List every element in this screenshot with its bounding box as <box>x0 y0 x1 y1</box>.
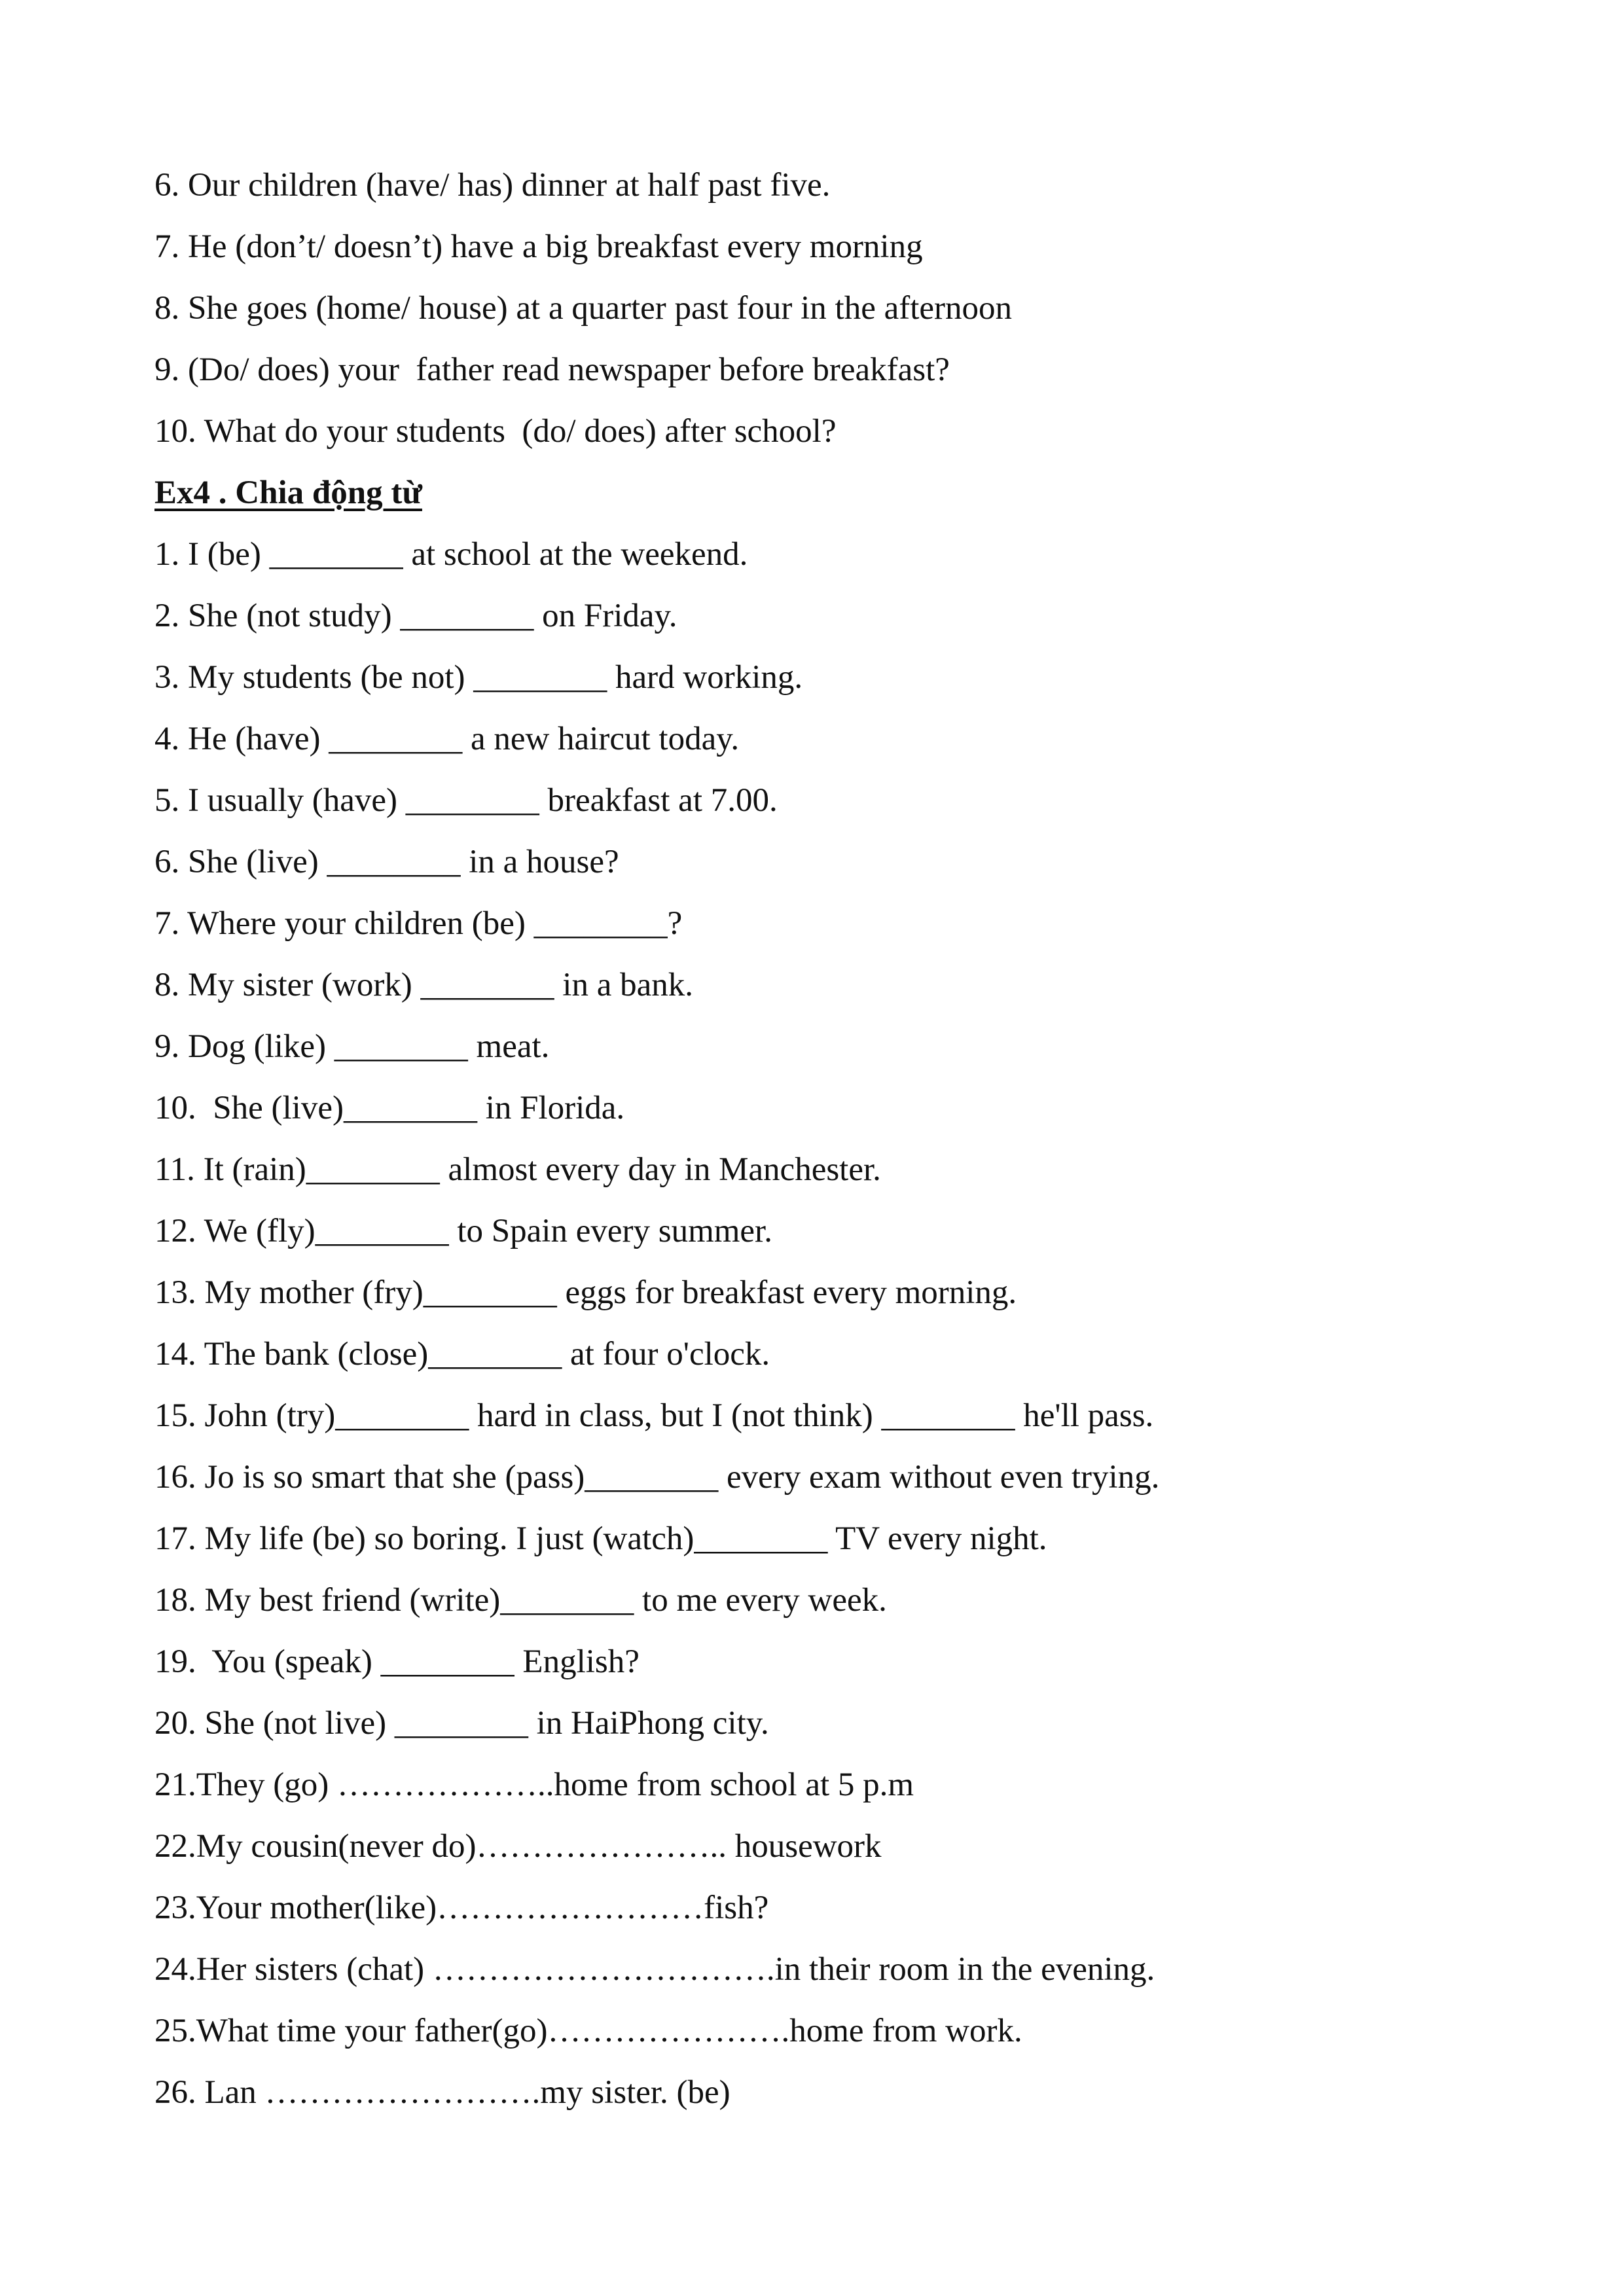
exercise-line: 6. Our children (have/ has) dinner at half past five. <box>154 167 831 204</box>
exercise-line: 19. You (speak) ________ English? <box>154 1643 640 1680</box>
exercise-line: 7. Where your children (be) ________? <box>154 905 683 942</box>
exercise-line: 4. He (have) ________ a new haircut today. <box>154 721 740 757</box>
exercise-line: 15. John (try)________ hard in class, but I (not think) ________ he'll pass. <box>154 1397 1154 1434</box>
exercise-line: 26. Lan …………………….my sister. (be) <box>154 2074 731 2111</box>
exercise-line: 10. She (live)________ in Florida. <box>154 1090 625 1126</box>
exercise-line: 17. My life (be) so boring. I just (watch)________ TV every night. <box>154 1520 1047 1557</box>
exercise-line: 7. He (don’t/ doesn’t) have a big breakfast every morning <box>154 228 923 265</box>
exercise-line: 6. She (live) ________ in a house? <box>154 844 619 880</box>
exercise-line: 13. My mother (fry)________ eggs for breakfast every morning. <box>154 1274 1017 1311</box>
exercise4-heading: Ex4 . Chia động từ <box>154 475 422 511</box>
exercise-line: 10. What do your students (do/ does) after school? <box>154 413 837 450</box>
worksheet-content <box>154 154 1464 2123</box>
exercise-line: 22.My cousin(never do)………………….. housework <box>154 1828 882 1865</box>
exercise-line: 8. She goes (home/ house) at a quarter past four in the afternoon <box>154 290 1013 327</box>
exercise-line: 18. My best friend (write)________ to me every week. <box>154 1582 887 1619</box>
exercise-line: 2. She (not study) ________ on Friday. <box>154 598 677 634</box>
exercise-line: 14. The bank (close)________ at four o'clock. <box>154 1336 770 1372</box>
exercise-line: 1. I (be) ________ at school at the weekend. <box>154 536 748 573</box>
exercise-line: 8. My sister (work) ________ in a bank. <box>154 967 693 1003</box>
exercise-line: 3. My students (be not) ________ hard working. <box>154 659 803 696</box>
exercise-line: 16. Jo is so smart that she (pass)________ every exam without even trying. <box>154 1459 1160 1496</box>
exercise-line: 9. (Do/ does) your father read newspaper before breakfast? <box>154 351 950 388</box>
exercise-line: 24.Her sisters (chat) ………………………….in their room in the evening. <box>154 1951 1155 1988</box>
exercise-line: 11. It (rain)________ almost every day in Manchester. <box>154 1151 881 1188</box>
exercise-line: 25.What time your father(go)………………….home from work. <box>154 2013 1022 2049</box>
exercise-line: 23.Your mother(like)……………………fish? <box>154 1890 769 1926</box>
exercise-line: 5. I usually (have) ________ breakfast at 7.00. <box>154 782 778 819</box>
exercise-line: 12. We (fly)________ to Spain every summer. <box>154 1213 772 1249</box>
exercise-line: 9. Dog (like) ________ meat. <box>154 1028 550 1065</box>
exercise-line: 20. She (not live) ________ in HaiPhong city. <box>154 1705 769 1742</box>
exercise-line: 21.They (go) ………………..home from school at 5 p.m <box>154 1767 914 1803</box>
